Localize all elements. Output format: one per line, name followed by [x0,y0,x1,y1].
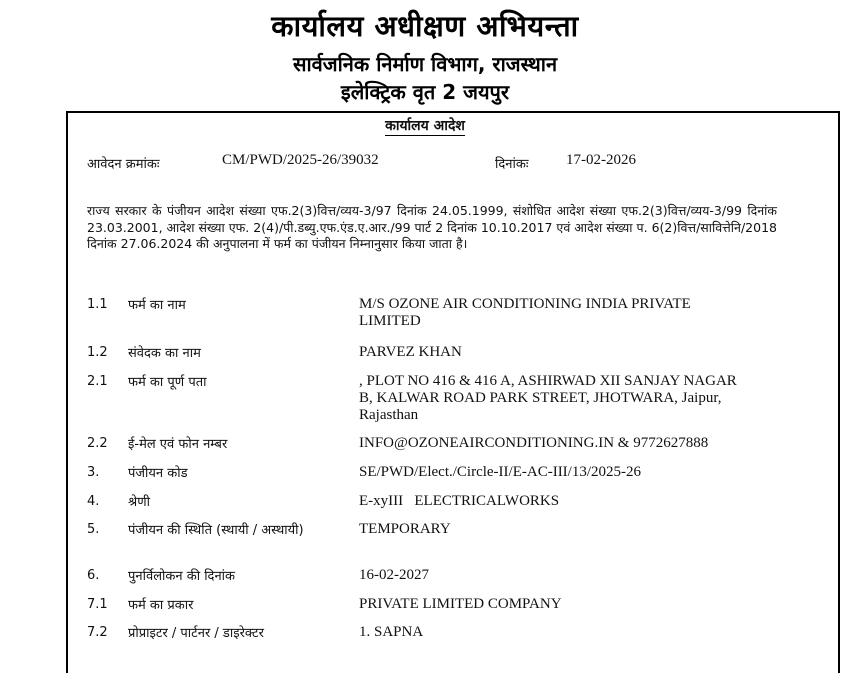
row-label: फर्म का पूर्ण पता [128,375,207,390]
row-label: पंजीयन की स्थिति (स्थायी / अस्थायी) [128,523,304,538]
row-label: फर्म का नाम [128,298,186,313]
row-value: INFO@OZONEAIRCONDITIONING.IN & 9772627888 [359,435,709,451]
row-value: 1. SAPNA [359,624,424,640]
row-value: SE/PWD/Elect./Circle-II/E-AC-III/13/2025-26 [359,464,642,480]
row-number: 2.1 [87,374,108,389]
circle-title: इलेक्ट्रिक वृत 2 जयपुर [340,80,510,104]
row-number: 2.2 [87,436,108,451]
row-number: 5. [87,522,100,537]
application-date-value: 17-02-2026 [566,152,636,168]
row-number: 7.2 [87,625,108,640]
application-number-label: आवेदन क्रमांकः [87,157,160,172]
order-heading [0,116,850,135]
row-value: PARVEZ KHAN [359,344,462,360]
office-title: कार्यालय अधीक्षण अभियन्ता [271,9,579,43]
row-label: ई-मेल एवं फोन नम्बर [128,437,228,452]
row-value: PRIVATE LIMITED COMPANY [359,596,562,612]
row-number: 1.1 [87,297,108,312]
row-value: TEMPORARY [359,521,451,537]
department-title: सार्वजनिक निर्माण विभाग, राजस्थान [292,52,558,76]
row-label: श्रेणी [128,495,150,510]
row-value: 16-02-2027 [359,567,429,583]
row-label: पुनर्विलोकन की दिनांक [128,569,236,584]
row-label: संवेदक का नाम [128,346,201,361]
row-number: 7.1 [87,597,108,612]
row-value: , PLOT NO 416 & 416 A, ASHIRWAD XII SANJAY NAGAR B, KALWAR ROAD PARK STREET, JHOTWARA, Jaipur, Rajasthan [359,373,737,423]
row-label: फर्म का प्रकार [128,598,194,613]
order-title-text: कार्यालय आदेश [385,118,465,134]
application-number-value: CM/PWD/2025-26/39032 [222,152,379,168]
row-number: 3. [87,465,100,480]
row-label: प्रोप्राइटर / पार्टनर / डाइरेक्टर [128,626,264,641]
application-date-label: दिनांकः [495,157,529,172]
order-paragraph: राज्य सरकार के पंजीयन आदेश संख्या एफ.2(3)वित्त/व्यय-3/97 दिनांक 24.05.1999, संशोधित आदेश संख्या एफ.2(3)वित्त/व्यय-3/99 दिनांक 23.03.2001, आदेश संख्या एफ. 2(4)/पी.डब्यु.एफ.एंड.ए.आर./99 पार्ट 2 दिनांक 10.10.2017 एवं आदेश संख्या प. 6(2)वित्त/सावित्तेनि/2018 दिनांक 27.06.2024 की अनुपालना में फर्म का पंजीयन निम्नानुसार किया जाता है। [87,203,777,251]
row-number: 4. [87,494,100,509]
row-number: 1.2 [87,345,108,360]
row-value: E-xyIII ELECTRICALWORKS [359,493,560,509]
row-number: 6. [87,568,100,583]
row-value: M/S OZONE AIR CONDITIONING INDIA PRIVATE LIMITED [359,296,691,329]
row-label: पंजीयन कोड [128,466,188,481]
